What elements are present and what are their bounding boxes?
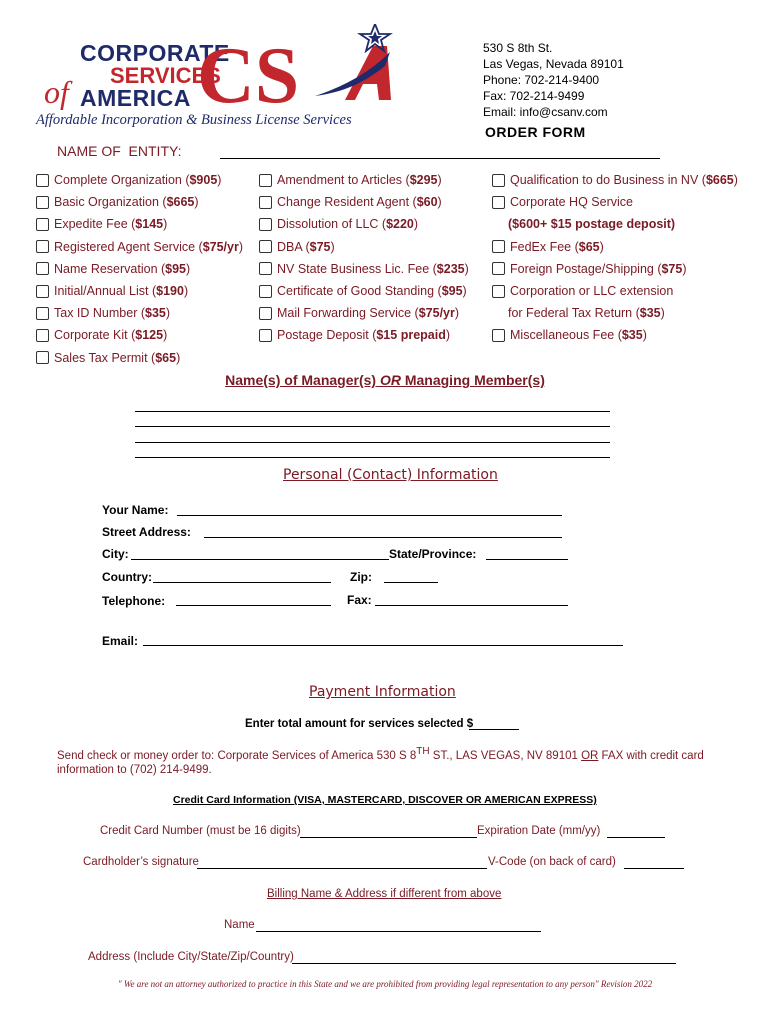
services-column-2 xyxy=(259,169,469,347)
service-item xyxy=(36,191,243,213)
service-price-close: ) xyxy=(176,350,181,365)
service-label xyxy=(508,306,665,320)
service-item xyxy=(259,280,469,302)
service-label xyxy=(510,240,604,254)
service-checkbox[interactable] xyxy=(259,196,272,209)
service-price: $665 xyxy=(705,173,734,188)
service-price: $65 xyxy=(155,350,177,365)
service-label xyxy=(510,262,687,276)
service-price-close: ) xyxy=(462,284,467,299)
address-email: Email: info@csanv.com xyxy=(483,105,608,119)
service-checkbox[interactable] xyxy=(492,262,505,275)
service-name: Qualification to do Business in NV ( xyxy=(510,173,706,188)
send-or: OR xyxy=(581,749,599,762)
service-price: $65 xyxy=(578,239,600,254)
service-item xyxy=(36,169,243,191)
service-checkbox[interactable] xyxy=(492,240,505,253)
service-item xyxy=(259,191,469,213)
state-field[interactable] xyxy=(486,559,568,560)
service-label xyxy=(54,284,188,298)
street-field[interactable] xyxy=(204,537,562,538)
service-price: $95 xyxy=(441,284,463,299)
service-checkbox[interactable] xyxy=(259,218,272,231)
service-name: Sales Tax Permit ( xyxy=(54,350,156,365)
service-name: FedEx Fee ( xyxy=(510,239,579,254)
service-name: Registered Agent Service ( xyxy=(54,239,203,254)
country-label: Country: xyxy=(102,570,152,584)
entity-label: NAME OF ENTITY: xyxy=(57,143,182,159)
company-address xyxy=(483,40,624,120)
service-price-close: ) xyxy=(165,306,171,321)
service-checkbox[interactable] xyxy=(36,285,49,298)
zip-label: Zip: xyxy=(350,570,372,584)
cc-title: Credit Card Information (VISA, MASTERCARD, DISCOVER OR AMERICAN EXPRESS) xyxy=(173,794,597,806)
service-item xyxy=(492,169,738,191)
service-price: $125 xyxy=(135,328,164,343)
service-label xyxy=(54,173,221,187)
service-label xyxy=(277,173,442,187)
service-label xyxy=(277,195,442,209)
service-label xyxy=(277,328,450,342)
signature-label: Cardholder’s signature xyxy=(83,856,199,868)
service-item xyxy=(492,213,738,235)
service-price-close: ) xyxy=(238,239,244,254)
csa-logo-mark xyxy=(195,24,415,108)
service-price-close: ) xyxy=(660,306,665,321)
service-label xyxy=(54,217,167,231)
service-label xyxy=(54,306,170,320)
service-checkbox[interactable] xyxy=(36,262,49,275)
service-checkbox[interactable] xyxy=(36,218,49,231)
service-price: $75 xyxy=(309,239,331,254)
cc-number-field[interactable] xyxy=(300,837,477,838)
service-item xyxy=(492,236,738,258)
service-price-close: ) xyxy=(163,217,168,232)
form-title: ORDER FORM xyxy=(485,124,586,140)
country-field[interactable] xyxy=(153,582,331,583)
payment-title: Payment Information xyxy=(309,684,456,700)
send-text-c: FAX with credit card xyxy=(598,749,704,762)
service-name: Corporate Kit ( xyxy=(54,328,136,343)
manager-line-2[interactable] xyxy=(135,426,610,427)
service-label xyxy=(277,284,467,298)
service-label xyxy=(54,195,199,209)
managers-title-a: Name(s) of Manager(s) xyxy=(225,372,380,388)
service-price: $235 xyxy=(436,261,465,276)
service-name: Foreign Postage/Shipping ( xyxy=(510,261,662,276)
service-label xyxy=(508,217,675,231)
service-price: $190 xyxy=(156,284,184,299)
service-item xyxy=(36,280,243,302)
service-name: Complete Organization ( xyxy=(54,173,190,188)
service-checkbox[interactable] xyxy=(259,174,272,187)
service-price-close: ) xyxy=(682,261,687,276)
service-name: Miscellaneous Fee ( xyxy=(510,328,622,343)
service-checkbox[interactable] xyxy=(36,329,49,342)
service-price: $75/yr xyxy=(202,239,239,254)
company-logo xyxy=(30,32,390,128)
service-item xyxy=(36,347,243,369)
send-text-b: ST., LAS VEGAS, NV 89101 xyxy=(429,749,582,762)
service-checkbox[interactable] xyxy=(492,174,505,187)
service-label xyxy=(54,328,167,342)
service-item xyxy=(36,213,243,235)
service-name: Mail Forwarding Service ( xyxy=(277,306,419,321)
your-name-field[interactable] xyxy=(177,515,562,516)
vcode-field[interactable] xyxy=(624,868,684,869)
service-name: Dissolution of LLC ( xyxy=(277,217,387,232)
service-price-close: ) xyxy=(330,239,335,254)
service-price: $905 xyxy=(189,173,218,188)
services-column-3 xyxy=(492,169,738,347)
logo-line-corporate: CORPORATE xyxy=(80,40,230,66)
service-item xyxy=(36,302,243,324)
email-label: Email: xyxy=(102,634,139,648)
service-price: $95 xyxy=(165,261,187,276)
service-label xyxy=(277,262,469,276)
address-fax: Fax: 702-214-9499 xyxy=(483,89,585,103)
service-price-close: ) xyxy=(194,195,199,210)
total-amount-label: Enter total amount for services selected $ xyxy=(245,718,474,730)
service-price: ($600+ $15 postage deposit) xyxy=(508,217,676,232)
service-item xyxy=(36,258,243,280)
service-price: $15 prepaid xyxy=(376,328,446,343)
service-label xyxy=(510,195,633,209)
service-item xyxy=(492,280,738,302)
logo-line-services: SERVICES xyxy=(110,63,221,88)
fax-field[interactable] xyxy=(375,605,568,606)
telephone-label: Telephone: xyxy=(102,594,166,608)
service-name: Name Reservation ( xyxy=(54,261,166,276)
service-price: $145 xyxy=(135,217,164,232)
manager-line-4[interactable] xyxy=(135,457,610,458)
service-item xyxy=(259,258,469,280)
service-price-close: ) xyxy=(437,195,442,210)
logo-line-america: AMERICA xyxy=(80,85,191,111)
entity-name-field[interactable] xyxy=(220,158,660,159)
service-price: $35 xyxy=(621,328,643,343)
service-checkbox[interactable] xyxy=(259,285,272,298)
city-field[interactable] xyxy=(131,559,389,560)
service-item xyxy=(36,236,243,258)
service-price: $35 xyxy=(639,306,661,321)
billing-address-field[interactable] xyxy=(292,963,676,964)
service-checkbox[interactable] xyxy=(259,329,272,342)
service-price-close: ) xyxy=(642,328,647,343)
service-checkbox[interactable] xyxy=(36,351,49,364)
service-checkbox[interactable] xyxy=(492,329,505,342)
service-checkbox[interactable] xyxy=(259,307,272,320)
service-price-close: ) xyxy=(733,173,738,188)
service-name: Basic Organization ( xyxy=(54,195,167,210)
service-item xyxy=(492,324,738,346)
service-checkbox[interactable] xyxy=(259,240,272,253)
telephone-field[interactable] xyxy=(176,605,331,606)
service-name: DBA ( xyxy=(277,239,310,254)
service-name: Amendment to Articles ( xyxy=(277,173,410,188)
csa-letters: CS xyxy=(197,32,300,108)
service-checkbox[interactable] xyxy=(36,196,49,209)
billing-name-field[interactable] xyxy=(256,931,541,932)
service-name: Corporate HQ Service xyxy=(510,195,633,210)
service-name: NV State Business Lic. Fee ( xyxy=(277,261,437,276)
service-label xyxy=(54,240,243,254)
service-price-close: ) xyxy=(445,328,451,343)
send-text-line2: information to (702) 214-9499. xyxy=(57,763,212,776)
logo-tagline: Affordable Incorporation & Business License Services xyxy=(36,112,352,128)
service-item xyxy=(259,236,469,258)
service-item xyxy=(259,213,469,235)
service-price-close: ) xyxy=(464,261,469,276)
service-name: Certificate of Good Standing ( xyxy=(277,284,442,299)
service-item xyxy=(492,302,738,324)
address-street: 530 S 8th St. xyxy=(483,41,553,55)
managers-title xyxy=(0,372,770,388)
contact-title: Personal (Contact) Information xyxy=(283,467,498,483)
service-price-close: ) xyxy=(599,239,604,254)
service-item xyxy=(259,169,469,191)
service-price: $295 xyxy=(409,173,438,188)
service-price: $220 xyxy=(386,217,414,232)
service-label xyxy=(277,240,335,254)
service-checkbox[interactable] xyxy=(36,174,49,187)
service-price-close: ) xyxy=(183,284,189,299)
vcode-label: V-Code (on back of card) xyxy=(488,856,616,868)
service-name: Expedite Fee ( xyxy=(54,217,136,232)
service-price: $665 xyxy=(166,195,195,210)
service-price-close: ) xyxy=(413,217,419,232)
service-name: for Federal Tax Return ( xyxy=(508,306,640,321)
expiration-label: Expiration Date (mm/yy) xyxy=(477,825,601,837)
service-price-close: ) xyxy=(186,261,191,276)
send-text-a: Send check or money order to: Corporate Services of America 530 S 8 xyxy=(57,749,417,762)
service-price-close: ) xyxy=(437,173,442,188)
managers-title-or: OR xyxy=(379,372,401,388)
service-checkbox[interactable] xyxy=(492,285,505,298)
services-column-1 xyxy=(36,169,243,369)
service-checkbox[interactable] xyxy=(36,307,49,320)
service-price: $75 xyxy=(661,261,683,276)
billing-name-label: Name xyxy=(224,919,255,931)
service-label xyxy=(510,328,647,342)
service-name: Postage Deposit ( xyxy=(277,328,377,343)
service-item xyxy=(259,324,469,346)
managers-title-b: Managing Member(s) xyxy=(400,372,545,388)
manager-line-1[interactable] xyxy=(135,411,610,412)
logo-of: of xyxy=(44,74,69,110)
service-item xyxy=(36,324,243,346)
service-name: Initial/Annual List ( xyxy=(54,284,157,299)
service-item xyxy=(259,302,469,324)
service-name: Tax ID Number ( xyxy=(54,306,145,321)
address-city: Las Vegas, Nevada 89101 xyxy=(483,57,624,71)
service-checkbox[interactable] xyxy=(36,240,49,253)
service-label xyxy=(54,351,180,365)
service-label xyxy=(54,262,190,276)
billing-label: Billing Name & Address if different from above xyxy=(267,888,502,900)
total-amount-field[interactable] xyxy=(469,729,519,730)
service-price-close: ) xyxy=(454,306,460,321)
service-checkbox[interactable] xyxy=(259,262,272,275)
service-item xyxy=(492,191,738,213)
fax-label: Fax: xyxy=(347,593,372,607)
service-label xyxy=(277,217,418,231)
address-phone: Phone: 702-214-9400 xyxy=(483,73,600,87)
service-item xyxy=(492,258,738,280)
street-label: Street Address: xyxy=(102,525,191,539)
service-price: $35 xyxy=(145,306,166,321)
legal-disclaimer: " We are not an attorney authorized to practice in this State and we are prohibited from providing legal representation to any person" Revision 2022 xyxy=(117,979,653,989)
send-payment-instructions xyxy=(57,745,737,777)
send-sup: TH xyxy=(416,746,430,757)
cc-number-label: Credit Card Number (must be 16 digits) xyxy=(100,825,301,837)
expiration-field[interactable] xyxy=(607,837,665,838)
service-price: $75/yr xyxy=(418,306,455,321)
service-price-close: ) xyxy=(163,328,168,343)
service-label xyxy=(510,284,673,298)
service-price: $60 xyxy=(416,195,438,210)
city-label: City: xyxy=(102,547,129,561)
your-name-label: Your Name: xyxy=(102,503,169,517)
manager-line-3[interactable] xyxy=(135,442,610,443)
state-label: State/Province: xyxy=(389,547,477,561)
billing-address-label: Address (Include City/State/Zip/Country) xyxy=(88,951,294,963)
service-label xyxy=(510,173,738,187)
service-price-close: ) xyxy=(217,173,222,188)
service-name: Corporation or LLC extension xyxy=(510,284,674,299)
email-field[interactable] xyxy=(143,645,623,646)
service-label xyxy=(277,306,459,320)
service-checkbox[interactable] xyxy=(492,196,505,209)
signature-field[interactable] xyxy=(197,868,487,869)
zip-field[interactable] xyxy=(384,582,438,583)
service-name: Change Resident Agent ( xyxy=(277,195,417,210)
